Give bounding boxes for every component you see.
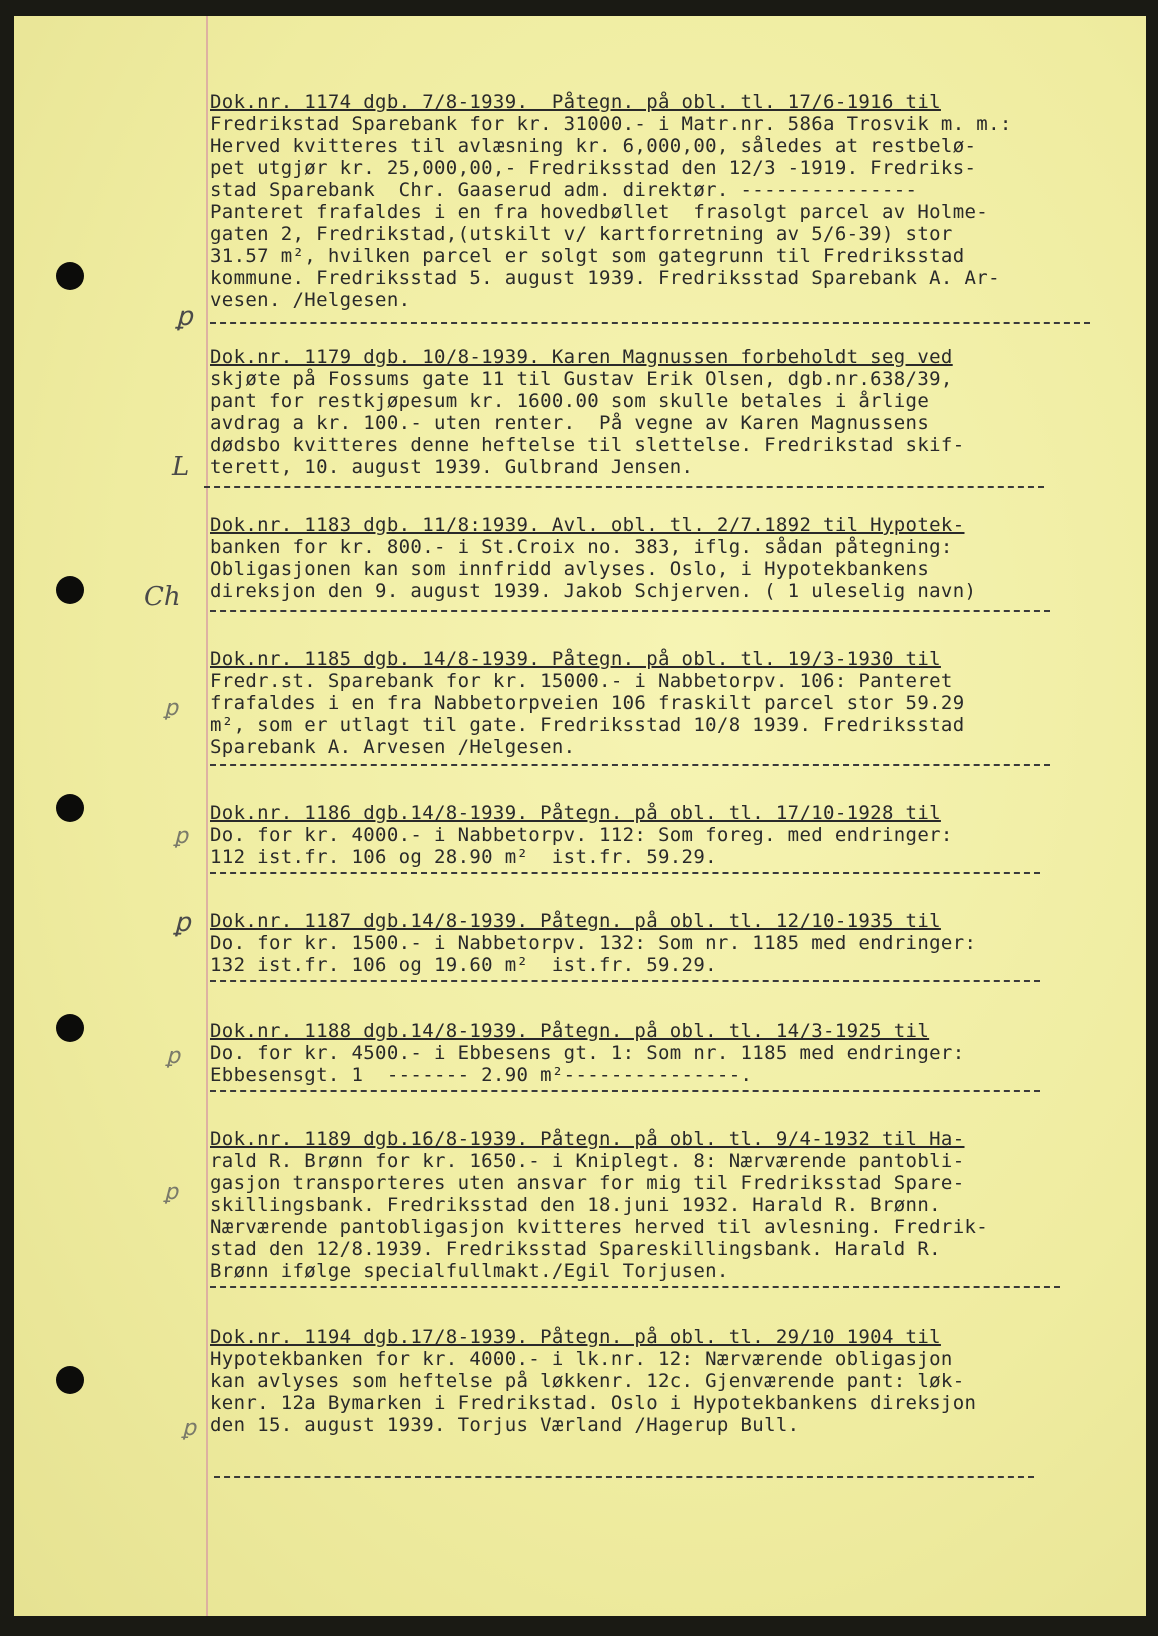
punch-hole	[56, 262, 84, 290]
margin-mark: ꝑ	[176, 302, 193, 332]
entry-line: m², som er utlagt til gate. Fredriksstad 10/8 1939. Fredriksstad	[210, 714, 965, 736]
entry-line: rald R. Brønn for kr. 1650.- i Kniplegt. 8: Nærværende pantobli-	[210, 1150, 965, 1172]
entry-line: direksjon den 9. august 1939. Jakob Schjerven. ( 1 uleselig navn)	[210, 580, 977, 602]
entry-line: vesen. /Helgesen.	[210, 289, 411, 311]
ledger-page	[14, 16, 1146, 1616]
entry-line: gaten 2, Fredrikstad,(utskilt v/ kartforretning av 5/6-39) stor	[210, 223, 953, 245]
entry-line: Dok.nr. 1183 dgb. 11/8:1939. Avl. obl. tl. 2/7.1892 til Hypotek-	[210, 514, 965, 536]
margin-mark: ꝑ	[164, 696, 178, 721]
punch-hole	[56, 1366, 84, 1394]
entry-line: Hypotekbanken for kr. 4000.- i lk.nr. 12: Nærværende obligasjon	[210, 1348, 953, 1370]
entry-line: Dok.nr. 1174 dgb. 7/8-1939. Påtegn. på obl. tl. 17/6-1916 til	[210, 91, 941, 113]
separator-line	[210, 322, 1090, 324]
entry-line: Dok.nr. 1189 dgb.16/8-1939. Påtegn. på obl. tl. 9/4-1932 til Ha-	[210, 1128, 965, 1150]
entry-line: Dok.nr. 1188 dgb.14/8-1939. Påtegn. på obl. tl. 14/3-1925 til	[210, 1020, 930, 1042]
margin-mark: Ch	[144, 582, 181, 612]
margin-mark: ꝑ	[182, 1416, 196, 1441]
separator-line	[214, 1476, 1034, 1478]
entry-1183	[210, 514, 1110, 602]
entry-line: Dok.nr. 1186 dgb.14/8-1939. Påtegn. på obl. tl. 17/10-1928 til	[210, 802, 941, 824]
entry-line: Herved kvitteres til avlæsning kr. 6,000,00, således at restbelø-	[210, 135, 977, 157]
entry-line: Do. for kr. 4500.- i Ebbesens gt. 1: Som nr. 1185 med endringer:	[210, 1042, 965, 1064]
entry-line: Nærværende pantobligasjon kvitteres herved til avlesning. Fredrik-	[210, 1216, 989, 1238]
margin-mark: ꝑ	[174, 824, 188, 849]
entry-line: dødsbo kvitteres denne heftelse til slettelse. Fredrikstad skif-	[210, 434, 965, 456]
entry-line: Do. for kr. 1500.- i Nabbetorpv. 132: Som nr. 1185 med endringer:	[210, 932, 977, 954]
punch-hole	[56, 576, 84, 604]
entry-line: kommune. Fredriksstad 5. august 1939. Fredriksstad Sparebank A. Ar-	[210, 267, 1000, 289]
entry-line: Panteret frafaldes i en fra hovedbøllet frasolgt parcel av Holme-	[210, 201, 989, 223]
entry-1194	[210, 1326, 1110, 1436]
entry-1188	[210, 1020, 1110, 1086]
margin-rule	[206, 16, 208, 1616]
separator-line	[210, 1286, 1060, 1288]
entry-line: Dok.nr. 1179 dgb. 10/8-1939. Karen Magnussen forbeholdt seg ved	[210, 346, 953, 368]
entry-line: skillingsbank. Fredriksstad den 18.juni 1932. Harald R. Brønn.	[210, 1194, 941, 1216]
punch-hole	[56, 1014, 84, 1042]
entry-line: terett, 10. august 1939. Gulbrand Jensen.	[210, 456, 694, 478]
entry-line: Dok.nr. 1185 dgb. 14/8-1939. Påtegn. på obl. tl. 19/3-1930 til	[210, 648, 941, 670]
entry-line: Brønn ifølge specialfullmakt./Egil Torjusen.	[210, 1260, 729, 1282]
entry-1174	[210, 91, 1110, 311]
entry-line: Dok.nr. 1187 dgb.14/8-1939. Påtegn. på obl. tl. 12/10-1935 til	[210, 910, 941, 932]
entry-line: Obligasjonen kan som innfridd avlyses. Oslo, i Hypotekbankens	[210, 558, 930, 580]
entry-line: pant for restkjøpesum kr. 1600.00 som skulle betales i årlige	[210, 390, 930, 412]
entry-line: pet utgjør kr. 25,000,00,- Fredriksstad den 12/3 -1919. Fredriks-	[210, 157, 977, 179]
margin-mark: ꝑ	[166, 1044, 180, 1069]
entry-1179	[210, 346, 1110, 478]
entry-line: 112 ist.fr. 106 og 28.90 m² ist.fr. 59.29.	[210, 846, 717, 868]
entry-line: Sparebank A. Arvesen /Helgesen.	[210, 736, 576, 758]
separator-line	[210, 872, 1040, 874]
separator-line	[210, 610, 1050, 612]
entry-line: Dok.nr. 1194 dgb.17/8-1939. Påtegn. på obl. tl. 29/10 1904 til	[210, 1326, 941, 1348]
entry-1185	[210, 648, 1110, 758]
margin-mark: ꝑ	[174, 908, 191, 938]
entry-line: Ebbesensgt. 1 ------- 2.90 m²---------------.	[210, 1064, 753, 1086]
entry-line: den 15. august 1939. Torjus Værland /Hagerup Bull.	[210, 1414, 800, 1436]
punch-hole	[56, 794, 84, 822]
separator-line	[210, 980, 1040, 982]
entry-line: Fredr.st. Sparebank for kr. 15000.- i Nabbetorpv. 106: Panteret	[210, 670, 953, 692]
entry-line: kenr. 12a Bymarken i Fredrikstad. Oslo i Hypotekbankens direksjon	[210, 1392, 977, 1414]
entry-line: stad Sparebank Chr. Gaaserud adm. direktør. ---------------	[210, 179, 918, 201]
separator-line	[204, 486, 1044, 488]
entry-1186	[210, 802, 1110, 868]
margin-mark: L	[172, 452, 190, 482]
entry-1189	[210, 1128, 1110, 1282]
separator-line	[210, 1090, 1040, 1092]
entry-line: banken for kr. 800.- i St.Croix no. 383, iflg. sådan påtegning:	[210, 536, 953, 558]
entry-line: Do. for kr. 4000.- i Nabbetorpv. 112: Som foreg. med endringer:	[210, 824, 953, 846]
separator-line	[210, 764, 1050, 766]
entry-line: Fredrikstad Sparebank for kr. 31000.- i Matr.nr. 586a Trosvik m. m.:	[210, 113, 1012, 135]
margin-mark: ꝑ	[164, 1180, 178, 1205]
entry-line: gasjon transporteres uten ansvar for mig til Fredriksstad Spare-	[210, 1172, 965, 1194]
entry-line: kan avlyses som heftelse på løkkenr. 12c. Gjenværende pant: løk-	[210, 1370, 965, 1392]
entry-1187	[210, 910, 1110, 976]
entry-line: 31.57 m², hvilken parcel er solgt som gategrunn til Fredriksstad	[210, 245, 965, 267]
entry-line: skjøte på Fossums gate 11 til Gustav Erik Olsen, dgb.nr.638/39,	[210, 368, 953, 390]
entry-line: avdrag a kr. 100.- uten renter. På vegne av Karen Magnussens	[210, 412, 930, 434]
entry-line: 132 ist.fr. 106 og 19.60 m² ist.fr. 59.29.	[210, 954, 717, 976]
entry-line: frafaldes i en fra Nabbetorpveien 106 fraskilt parcel stor 59.29	[210, 692, 965, 714]
entry-line: stad den 12/8.1939. Fredriksstad Spareskillingsbank. Harald R.	[210, 1238, 941, 1260]
